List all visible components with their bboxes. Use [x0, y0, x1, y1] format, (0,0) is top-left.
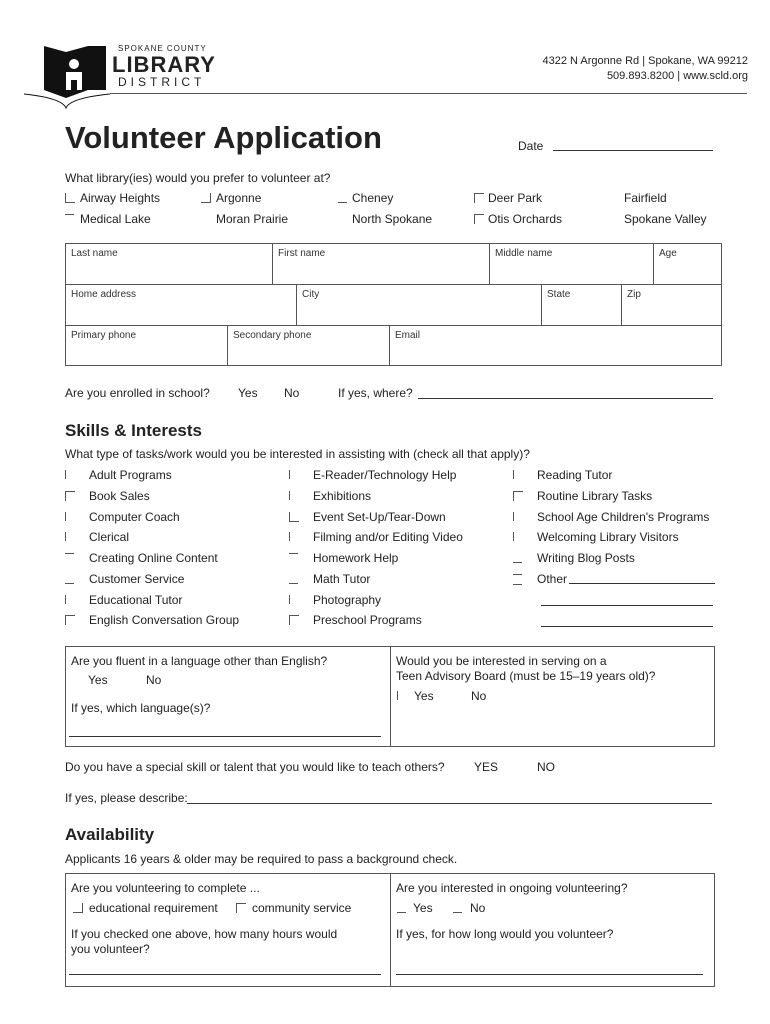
edu-req-option[interactable]: educational requirement	[89, 901, 218, 915]
checkbox-icon[interactable]	[397, 691, 407, 700]
middle-name-field[interactable]: Middle name	[489, 243, 654, 285]
skill-option[interactable]: Adult Programs	[65, 468, 265, 484]
checkbox-icon[interactable]	[338, 193, 347, 203]
community-service-option[interactable]: community service	[252, 901, 352, 915]
school-yes-option[interactable]: Yes	[238, 386, 258, 400]
how-long-question: If yes, for how long would you volunteer?	[396, 927, 614, 941]
language-box	[65, 646, 391, 747]
checkbox-icon[interactable]	[513, 532, 523, 541]
school-question: Are you enrolled in school?	[65, 386, 210, 400]
checkbox-icon[interactable]	[397, 903, 406, 913]
home-address-field[interactable]: Home address	[65, 284, 297, 326]
teen-board-box	[390, 646, 715, 747]
checkbox-icon[interactable]	[65, 595, 75, 604]
checkbox-icon[interactable]	[65, 574, 74, 584]
checkbox-icon[interactable]	[65, 512, 75, 521]
library-option[interactable]: Spokane Valley	[624, 212, 707, 226]
library-question: What library(ies) would you prefer to volunteer at?	[65, 171, 331, 185]
library-book-logo-icon	[22, 42, 112, 112]
checkbox-icon[interactable]	[513, 491, 523, 501]
ongoing-no-option[interactable]: No	[470, 901, 486, 915]
language-question: Are you fluent in a language other than English?	[71, 654, 328, 668]
skill-option[interactable]: Customer Service	[65, 572, 265, 588]
checkbox-icon[interactable]	[65, 532, 75, 541]
skill-option[interactable]: School Age Children's Programs	[513, 510, 723, 526]
checkbox-icon[interactable]	[289, 470, 299, 479]
skill-option[interactable]: Book Sales	[65, 489, 265, 505]
checkbox-icon[interactable]	[513, 470, 523, 479]
hours-question-1: If you checked one above, how many hours would	[71, 927, 338, 941]
checkbox-icon[interactable]	[236, 903, 246, 913]
availability-heading: Availability	[65, 825, 155, 844]
talent-yes-option[interactable]: YES	[474, 760, 499, 774]
checkbox-icon[interactable]	[289, 595, 299, 604]
ongoing-box	[390, 873, 715, 987]
checkbox-icon[interactable]	[289, 574, 298, 584]
checkbox-icon[interactable]	[65, 470, 75, 479]
library-option[interactable]: Airway Heights	[65, 191, 205, 207]
date-field[interactable]	[553, 150, 713, 151]
logo	[22, 42, 216, 112]
language-field[interactable]	[69, 736, 381, 737]
if-yes-where-label: If yes, where?	[338, 386, 413, 400]
date-label: Date	[518, 139, 544, 153]
page-title: Volunteer Application	[65, 120, 382, 155]
hours-field[interactable]	[69, 974, 381, 975]
skill-option[interactable]: Math Tutor	[289, 572, 499, 588]
checkbox-icon[interactable]	[289, 615, 299, 625]
secondary-phone-field[interactable]: Secondary phone	[227, 325, 390, 366]
library-option[interactable]: Deer Park	[474, 191, 584, 207]
checkbox-icon[interactable]	[65, 615, 75, 625]
first-name-field[interactable]: First name	[272, 243, 490, 285]
teen-yes-option[interactable]: Yes	[414, 689, 434, 703]
skill-option[interactable]: Welcoming Library Visitors	[513, 530, 723, 546]
skill-option[interactable]: Event Set-Up/Tear-Down	[289, 510, 499, 526]
checkbox-icon[interactable]	[289, 532, 299, 541]
checkbox-icon[interactable]	[289, 553, 298, 563]
which-language-label: If yes, which language(s)?	[71, 701, 211, 715]
checkbox-icon[interactable]	[289, 512, 299, 522]
skill-option[interactable]: E-Reader/Technology Help	[289, 468, 499, 484]
checkbox-icon[interactable]	[73, 903, 83, 913]
skills-question: What type of tasks/work would you be interested in assisting with (check all that apply)?	[65, 447, 530, 461]
ongoing-question: Are you interested in ongoing volunteering?	[396, 881, 628, 895]
state-field[interactable]: State	[541, 284, 622, 326]
complete-box	[65, 873, 391, 987]
header-rule	[110, 93, 747, 94]
last-name-field[interactable]: Last name	[65, 243, 273, 285]
skill-option[interactable]: Filming and/or Editing Video	[289, 530, 499, 546]
skill-option[interactable]: Reading Tutor	[513, 468, 723, 484]
checkbox-icon[interactable]	[453, 903, 462, 913]
skill-option[interactable]: Educational Tutor	[65, 593, 265, 609]
age-field[interactable]: Age	[653, 243, 722, 285]
describe-label: If yes, please describe:	[65, 791, 188, 805]
primary-phone-field[interactable]: Primary phone	[65, 325, 228, 366]
language-yes-option[interactable]: Yes	[88, 673, 108, 687]
skill-option[interactable]: Routine Library Tasks	[513, 489, 723, 505]
checkbox-icon[interactable]	[474, 214, 484, 224]
library-option[interactable]: Cheney	[338, 191, 448, 207]
skill-option[interactable]: Clerical	[65, 530, 265, 546]
checkbox-icon[interactable]	[201, 193, 211, 203]
other-skill-line-3[interactable]	[541, 626, 713, 627]
skill-option[interactable]: Computer Coach	[65, 510, 265, 526]
org-main: LIBRARY	[112, 52, 216, 77]
skill-option[interactable]: Homework Help	[289, 551, 499, 567]
talent-no-option[interactable]: NO	[537, 760, 555, 774]
checkbox-icon[interactable]	[513, 512, 523, 521]
contact: 509.893.8200 | www.scld.org	[606, 70, 748, 82]
library-option[interactable]: North Spokane	[352, 212, 433, 226]
library-option[interactable]: Medical Lake	[65, 212, 205, 228]
skill-option[interactable]: Preschool Programs	[289, 613, 499, 629]
teen-board-question-2: Teen Advisory Board (must be 15–19 years old)?	[396, 669, 656, 683]
library-option[interactable]: Otis Orchards	[474, 212, 584, 228]
teen-no-option[interactable]: No	[471, 689, 487, 703]
skill-option[interactable]: Exhibitions	[289, 489, 499, 505]
skills-heading: Skills & Interests	[65, 421, 203, 440]
zip-field[interactable]: Zip	[621, 284, 722, 326]
describe-field[interactable]	[187, 803, 712, 804]
ongoing-yes-option[interactable]: Yes	[413, 901, 433, 915]
skill-option-other[interactable]: Other	[513, 572, 715, 588]
checkbox-icon[interactable]	[289, 491, 299, 500]
other-skill-line-2[interactable]	[541, 605, 713, 606]
city-field[interactable]: City	[296, 284, 542, 326]
checkbox-icon[interactable]	[513, 553, 522, 563]
other-skill-field[interactable]	[569, 583, 715, 584]
language-no-option[interactable]: No	[146, 673, 162, 687]
checkbox-icon[interactable]	[513, 574, 522, 585]
skill-option[interactable]: Writing Blog Posts	[513, 551, 723, 567]
hours-question-2: you volunteer?	[71, 942, 150, 956]
address: 4322 N Argonne Rd | Spokane, WA 99212	[542, 55, 748, 67]
teen-board-question-1: Would you be interested in serving on a	[396, 654, 607, 668]
email-field[interactable]: Email	[389, 325, 722, 366]
skill-option[interactable]: Creating Online Content	[65, 551, 265, 567]
skill-option[interactable]: Photography	[289, 593, 499, 609]
skill-option[interactable]: English Conversation Group	[65, 613, 265, 629]
library-option[interactable]: Argonne	[201, 191, 321, 207]
org-sub: DISTRICT	[118, 75, 206, 89]
checkbox-icon[interactable]	[65, 214, 74, 224]
checkbox-icon[interactable]	[65, 491, 75, 501]
availability-note: Applicants 16 years & older may be required to pass a background check.	[65, 852, 458, 866]
library-option[interactable]: Moran Prairie	[216, 212, 289, 226]
checkbox-icon[interactable]	[65, 553, 74, 563]
library-option[interactable]: Fairfield	[624, 191, 667, 205]
how-long-field[interactable]	[396, 974, 703, 975]
checkbox-icon[interactable]	[474, 193, 484, 203]
org-small: SPOKANE COUNTY	[118, 44, 207, 53]
school-no-option[interactable]: No	[284, 386, 300, 400]
checkbox-icon[interactable]	[65, 193, 75, 203]
complete-question: Are you volunteering to complete ...	[71, 881, 260, 895]
school-where-field[interactable]	[418, 398, 713, 399]
talent-question: Do you have a special skill or talent that you would like to teach others?	[65, 760, 445, 774]
